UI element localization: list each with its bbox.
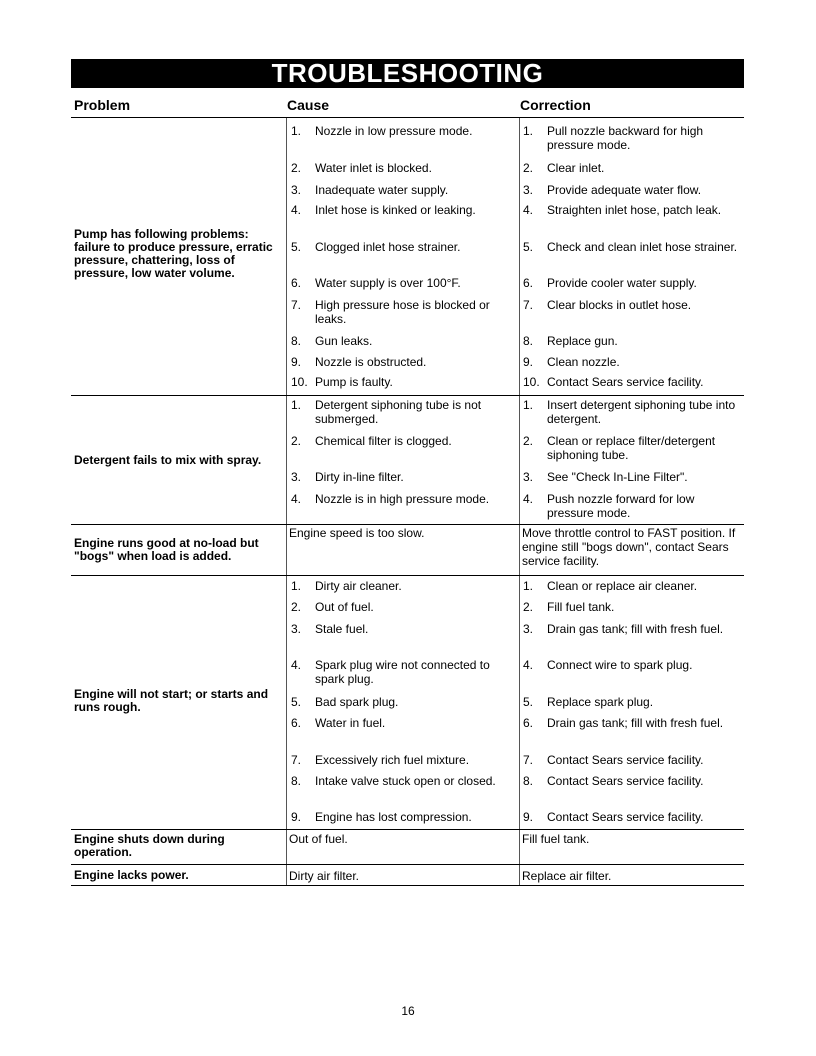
cause-item: 4. Nozzle is in high pressure mode. — [291, 492, 490, 506]
page-number: 16 — [401, 1004, 415, 1018]
cause-item: 6. Water supply is over 100°F. — [291, 276, 461, 290]
cause-item: 2. Water inlet is blocked. — [291, 161, 432, 175]
correction-item: 5. Check and clean inlet hose strainer. — [523, 240, 738, 254]
cause-item: 10. Pump is faulty. — [291, 375, 393, 389]
correction-item: 1. Pull nozzle backward for high pressure mode. — [523, 124, 704, 152]
problem-text: Pump has following problems: failure to produce pressure, erratic pressure, chattering, loss of pressure, low water volume. — [74, 227, 273, 280]
page-title: TROUBLESHOOTING — [71, 59, 744, 88]
cause-item: 2. Chemical filter is clogged. — [291, 434, 452, 448]
problem-text: Engine will not start; or starts and runs rough. — [74, 687, 269, 714]
cause-item: 6. Water in fuel. — [291, 716, 386, 730]
cause-item: 3. Stale fuel. — [291, 622, 369, 636]
correction-item: 7. Contact Sears service facility. — [523, 753, 704, 767]
cause-text: Dirty air filter. — [289, 869, 360, 883]
problem-text: Detergent fails to mix with spray. — [74, 453, 262, 467]
correction-item: 4. Straighten inlet hose, patch leak. — [523, 203, 722, 217]
cause-header: Cause — [287, 97, 330, 113]
cause-item: 3. Dirty in-line filter. — [291, 470, 404, 484]
problem-text: Engine lacks power. — [74, 868, 189, 882]
correction-item: 1. Insert detergent siphoning tube into detergent. — [523, 398, 736, 426]
correction-item: 6. Provide cooler water supply. — [523, 276, 697, 290]
correction-item: 9. Clean nozzle. — [523, 355, 620, 369]
correction-item: 9. Contact Sears service facility. — [523, 810, 704, 824]
problem-header: Problem — [74, 97, 131, 113]
correction-text: Fill fuel tank. — [522, 832, 590, 846]
correction-item: 8. Contact Sears service facility. — [523, 774, 704, 788]
correction-item: 2. Fill fuel tank. — [523, 600, 615, 614]
trouble-section-pump — [71, 118, 744, 396]
cause-item: 7. Excessively rich fuel mixture. — [291, 753, 470, 767]
correction-item: 2. Clear inlet. — [523, 161, 605, 175]
table-header — [71, 97, 744, 118]
cause-text: Out of fuel. — [289, 832, 348, 846]
correction-item: 8. Replace gun. — [523, 334, 618, 348]
correction-item: 5. Replace spark plug. — [523, 695, 654, 709]
trouble-section-engine-power — [71, 865, 744, 886]
cause-item: 4. Spark plug wire not connected to spark plug. — [291, 658, 490, 686]
correction-item: 3. Drain gas tank; fill with fresh fuel. — [523, 622, 724, 636]
cause-item: 1. Nozzle in low pressure mode. — [291, 124, 473, 138]
trouble-section-engine-start — [71, 576, 744, 830]
correction-item: 7. Clear blocks in outlet hose. — [523, 298, 692, 312]
correction-item: 10. Contact Sears service facility. — [523, 375, 704, 389]
problem-text: Engine runs good at no-load but "bogs" when load is added. — [74, 536, 259, 563]
correction-text: Replace air filter. — [522, 869, 612, 883]
trouble-section-engine-bogs — [71, 525, 744, 576]
correction-item: 3. Provide adequate water flow. — [523, 183, 702, 197]
correction-item: 6. Drain gas tank; fill with fresh fuel. — [523, 716, 724, 730]
cause-item: 2. Out of fuel. — [291, 600, 374, 614]
correction-item: 1. Clean or replace air cleaner. — [523, 579, 698, 593]
correction-item: 2. Clean or replace filter/detergent siphoning tube. — [523, 434, 716, 462]
cause-item: 4. Inlet hose is kinked or leaking. — [291, 203, 476, 217]
cause-item: 1. Dirty air cleaner. — [291, 579, 402, 593]
cause-item: 9. Engine has lost compression. — [291, 810, 472, 824]
correction-text: Move throttle control to FAST position. If engine still "bogs down", contact Sears service facility. — [522, 526, 736, 568]
cause-item: 5. Bad spark plug. — [291, 695, 399, 709]
correction-item: 4. Push nozzle forward for low pressure mode. — [523, 492, 695, 520]
cause-item: 8. Gun leaks. — [291, 334, 373, 348]
correction-item: 3. See "Check In-Line Filter". — [523, 470, 688, 484]
trouble-section-detergent — [71, 396, 744, 525]
trouble-section-engine-shuts-down — [71, 830, 744, 865]
cause-item: 7. High pressure hose is blocked or leaks. — [291, 298, 490, 326]
cause-item: 5. Clogged inlet hose strainer. — [291, 240, 461, 254]
cause-text: Engine speed is too slow. — [289, 526, 425, 540]
cause-item: 8. Intake valve stuck open or closed. — [291, 774, 496, 788]
correction-header: Correction — [520, 97, 591, 113]
correction-item: 4. Connect wire to spark plug. — [523, 658, 693, 672]
problem-text: Engine shuts down during operation. — [74, 832, 225, 859]
cause-item: 3. Inadequate water supply. — [291, 183, 449, 197]
cause-item: 1. Detergent siphoning tube is not submerged. — [291, 398, 482, 426]
cause-item: 9. Nozzle is obstructed. — [291, 355, 427, 369]
